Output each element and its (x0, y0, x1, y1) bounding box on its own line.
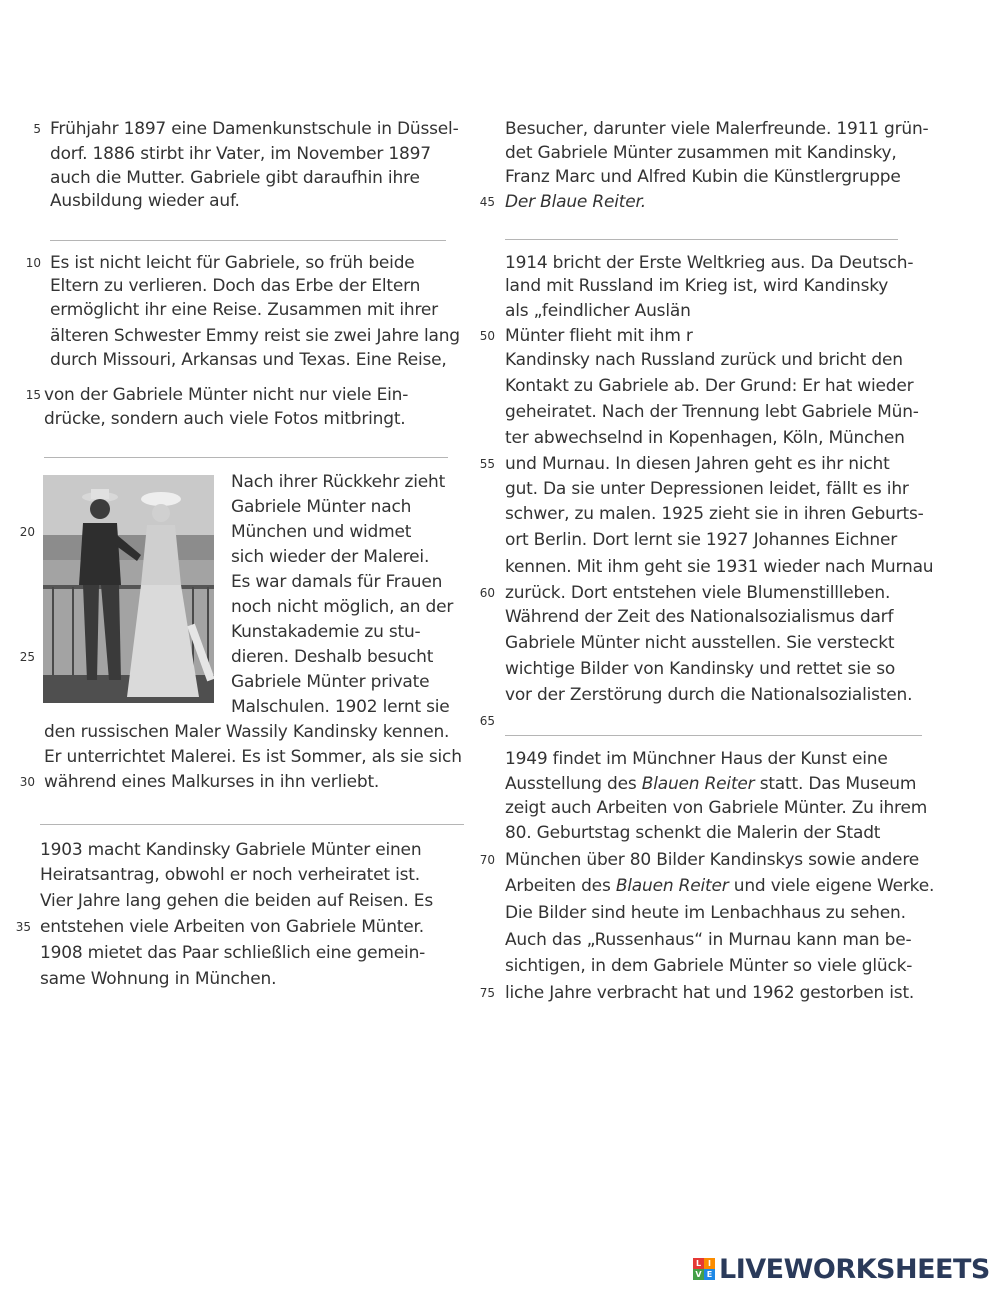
text-line: Kontakt zu Gabriele ab. Der Grund: Er hat wieder (505, 376, 914, 396)
logo-letter: L (693, 1258, 704, 1269)
text-line: 1908 mietet das Paar schließlich eine gemein- (40, 943, 426, 963)
section-divider (505, 239, 898, 240)
text-line: sichtigen, in dem Gabriele Münter so viele glück- (505, 956, 913, 976)
text-line: Frühjahr 1897 eine Damenkunstschule in Düssel- (50, 119, 459, 139)
liveworksheets-logo-icon (693, 1258, 715, 1280)
liveworksheets-logo[interactable] (693, 1255, 990, 1283)
text-line: zurück. Dort entstehen viele Blumenstillleben. (505, 583, 891, 603)
text-line: Die Bilder sind heute im Lenbachhaus zu sehen. (505, 903, 906, 923)
text-line: ermöglicht ihr eine Reise. Zusammen mit ihrer (50, 300, 438, 320)
text-segment: und viele eigene Werke. (728, 876, 935, 896)
text-line: Auch das „Russenhaus“ in Murnau kann man be- (505, 930, 912, 950)
text-line: von der Gabriele Münter nicht nur viele Ein- (44, 385, 409, 405)
text-line: Während der Zeit des Nationalsozialismus darf (505, 607, 894, 627)
line-number: 35 (15, 920, 31, 934)
text-line-italic: Der Blaue Reiter. (505, 192, 646, 212)
logo-letter: I (704, 1258, 715, 1269)
text-line: während eines Malkurses in ihn verliebt. (44, 772, 380, 792)
text-line: Kandinsky nach Russland zurück und bricht den (505, 350, 903, 370)
section-divider (44, 457, 448, 458)
text-line: geheiratet. Nach der Trennung lebt Gabriele Mün- (505, 402, 919, 422)
text-segment: statt. Das Museum (754, 774, 917, 794)
line-number: 30 (19, 775, 35, 789)
photo-illustration (43, 475, 214, 703)
line-number: 25 (19, 650, 35, 664)
section-divider (40, 824, 464, 825)
text-line: Es ist nicht leicht für Gabriele, so früh beide (50, 253, 415, 273)
text-line (505, 874, 934, 899)
text-line: wichtige Bilder von Kandinsky und rettet sie so (505, 659, 896, 679)
text-line: Vier Jahre lang gehen die beiden auf Reisen. Es (40, 891, 433, 911)
line-number: 15 (25, 388, 41, 402)
text-line: schwer, zu malen. 1925 zieht sie in ihren Geburts- (505, 504, 924, 524)
text-line: zeigt auch Arbeiten von Gabriele Münter. Zu ihrem (505, 798, 928, 818)
text-line: noch nicht möglich, an der (231, 597, 454, 617)
text-line: Er unterrichtet Malerei. Es ist Sommer, als sie sich (44, 747, 462, 767)
text-line: det Gabriele Münter zusammen mit Kandinsky, (505, 143, 897, 163)
line-number: 55 (479, 457, 495, 471)
line-number: 45 (479, 195, 495, 209)
line-number: 75 (479, 986, 495, 1000)
logo-letter: E (704, 1269, 715, 1280)
text-line: 1914 bricht der Erste Weltkrieg aus. Da Deutsch- (505, 253, 914, 273)
text-line: Gabriele Münter nicht ausstellen. Sie versteckt (505, 633, 895, 653)
text-line: vor der Zerstörung durch die Nationalsozialisten. (505, 685, 913, 705)
text-line: Kunstakademie zu stu- (231, 622, 421, 642)
text-line: dieren. Deshalb besucht (231, 647, 434, 667)
line-number: 10 (25, 256, 41, 270)
text-line: auch die Mutter. Gabriele gibt daraufhin ihre (50, 168, 420, 188)
text-line: ter abwechselnd in Kopenhagen, Köln, München (505, 428, 905, 448)
text-line: Es war damals für Frauen (231, 572, 443, 592)
text-segment-italic: Blauen Reiter (641, 774, 755, 794)
text-line: als „feindlicher Auslän (505, 301, 691, 321)
logo-letter: V (693, 1269, 704, 1280)
text-line: sich wieder der Malerei. (231, 547, 430, 567)
text-line: Münter flieht mit ihm r (505, 326, 693, 346)
historical-photo (43, 475, 214, 703)
text-line: Malschulen. 1902 lernt sie (231, 697, 450, 717)
text-line: Besucher, darunter viele Malerfreunde. 1911 grün- (505, 119, 929, 139)
section-divider (50, 240, 446, 241)
text-line: entstehen viele Arbeiten von Gabriele Münter. (40, 917, 424, 937)
text-segment: Arbeiten des (505, 876, 616, 896)
text-segment-italic: Blauen Reiter (615, 876, 729, 896)
text-line: und Murnau. In diesen Jahren geht es ihr nicht (505, 454, 890, 474)
text-line: ort Berlin. Dort lernt sie 1927 Johannes Eichner (505, 530, 898, 550)
line-number: 20 (19, 525, 35, 539)
line-number: 70 (479, 853, 495, 867)
text-line: Heiratsantrag, obwohl er noch verheiratet ist. (40, 865, 420, 885)
text-line (505, 772, 916, 797)
text-line: liche Jahre verbracht hat und 1962 gestorben ist. (505, 983, 915, 1003)
text-line: den russischen Maler Wassily Kandinsky kennen. (44, 722, 450, 742)
text-line: älteren Schwester Emmy reist sie zwei Jahre lang (50, 326, 460, 346)
text-line: land mit Russland im Krieg ist, wird Kandinsky (505, 276, 889, 296)
text-line: München über 80 Bilder Kandinskys sowie andere (505, 850, 919, 870)
text-line: 1903 macht Kandinsky Gabriele Münter einen (40, 840, 422, 860)
text-line: München und widmet (231, 522, 412, 542)
text-line: drücke, sondern auch viele Fotos mitbringt. (44, 409, 406, 429)
text-line: 80. Geburtstag schenkt die Malerin der Stadt (505, 823, 881, 843)
text-line: dorf. 1886 stirbt ihr Vater, im November 1897 (50, 144, 431, 164)
text-line: gut. Da sie unter Depressionen leidet, fällt es ihr (505, 479, 909, 499)
text-line: Eltern zu verlieren. Doch das Erbe der Eltern (50, 276, 421, 296)
text-line: Gabriele Münter private (231, 672, 430, 692)
line-number: 50 (479, 329, 495, 343)
text-line: Ausbildung wieder auf. (50, 191, 240, 211)
text-line: durch Missouri, Arkansas und Texas. Eine Reise, (50, 350, 447, 370)
logo-wordmark: LIVEWORKSHEETS (719, 1253, 990, 1285)
text-line: 1949 findet im Münchner Haus der Kunst eine (505, 749, 888, 769)
text-line: kennen. Mit ihm geht sie 1931 wieder nach Murnau (505, 557, 934, 577)
text-line: Franz Marc und Alfred Kubin die Künstlergruppe (505, 167, 901, 187)
line-number: 60 (479, 586, 495, 600)
text-line: same Wohnung in München. (40, 969, 277, 989)
text-line: Gabriele Münter nach (231, 497, 412, 517)
text-segment: Ausstellung des (505, 774, 642, 794)
line-number: 65 (479, 714, 495, 728)
section-divider (505, 735, 922, 736)
line-number: 5 (33, 122, 41, 136)
text-line: Nach ihrer Rückkehr zieht (231, 472, 446, 492)
